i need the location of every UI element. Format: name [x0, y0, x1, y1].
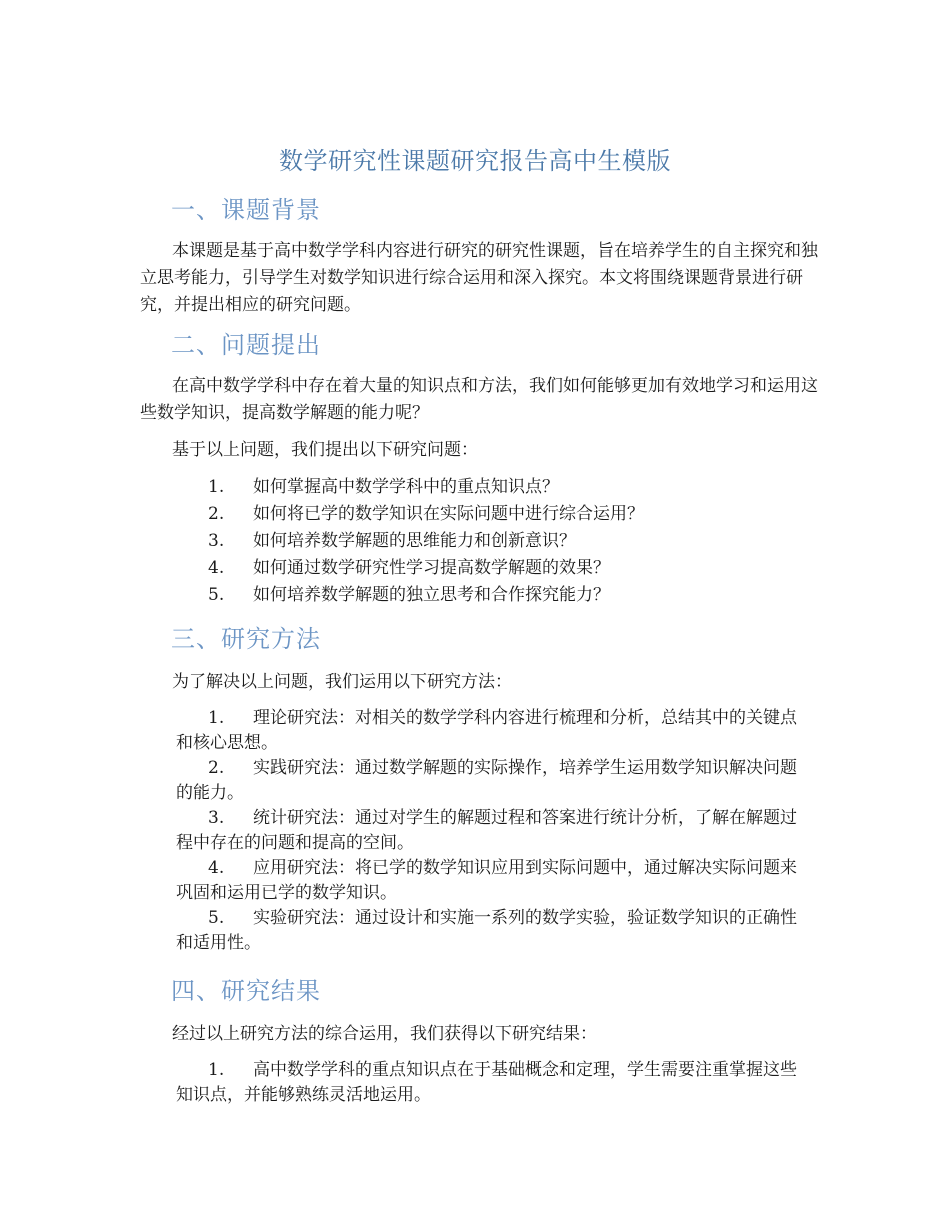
list-item-number: 1. — [208, 708, 225, 728]
list-item — [176, 756, 812, 806]
list-item-text: 统计研究法：通过对学生的解题过程和答案进行统计分析，了解在解题过程中存在的问题和提高的空间。 — [176, 808, 797, 853]
list-item — [0, 582, 950, 609]
question-paragraph: 在高中数学学科中存在着大量的知识点和方法，我们如何能够更加有效地学习和运用这些数学知识，提高数学解题的能力呢？ — [140, 376, 818, 423]
list-item — [0, 474, 950, 501]
list-item-number: 3. — [208, 531, 225, 551]
list-item — [0, 555, 950, 582]
list-item-text: 如何掌握高中数学学科中的重点知识点？ — [253, 477, 559, 497]
list-item — [176, 856, 812, 906]
methods-lead: 为了解决以上问题，我们运用以下研究方法： — [172, 672, 512, 692]
list-item-text: 如何培养数学解题的思维能力和创新意识？ — [253, 531, 576, 551]
section-heading-question: 二、问题提出 — [171, 331, 321, 359]
list-item-number: 4. — [208, 858, 225, 878]
list-item-number: 3. — [208, 808, 225, 828]
results-lead: 经过以上研究方法的综合运用，我们获得以下研究结果： — [172, 1024, 597, 1044]
list-item-number: 1. — [208, 477, 225, 497]
list-item-number: 5. — [208, 908, 225, 928]
list-item — [0, 528, 950, 555]
list-item-number: 4. — [208, 558, 225, 578]
question-lead: 基于以上问题，我们提出以下研究问题： — [172, 440, 478, 460]
list-item-number: 2. — [208, 758, 225, 778]
list-item — [0, 501, 950, 528]
list-item-number: 5. — [208, 585, 225, 605]
list-item — [176, 1058, 812, 1108]
section-heading-background: 一、课题背景 — [171, 196, 321, 224]
list-item-number: 1. — [208, 1060, 225, 1080]
list-item — [176, 906, 812, 956]
list-item-number: 2. — [208, 504, 225, 524]
list-item-text: 如何培养数学解题的独立思考和合作探究能力？ — [253, 585, 610, 605]
list-item-text: 实践研究法：通过数学解题的实际操作，培养学生运用数学知识解决问题的能力。 — [176, 758, 797, 803]
list-item-text: 应用研究法：将已学的数学知识应用到实际问题中，通过解决实际问题来巩固和运用已学的数学知识。 — [176, 858, 797, 903]
background-paragraph: 本课题是基于高中数学学科内容进行研究的研究性课题，旨在培养学生的自主探究和独立思考能力，引导学生对数学知识进行综合运用和深入探究。本文将围绕课题背景进行研究，并提出相应的研究问题。 — [140, 241, 818, 315]
section-heading-results: 四、研究结果 — [171, 977, 321, 1005]
research-result-list — [176, 1058, 812, 1108]
list-item-text: 如何将已学的数学知识在实际问题中进行综合运用？ — [253, 504, 644, 524]
list-item — [176, 806, 812, 856]
list-item-text: 实验研究法：通过设计和实施一系列的数学实验，验证数学知识的正确性和适用性。 — [176, 908, 797, 953]
list-item-text: 理论研究法：对相关的数学学科内容进行梳理和分析，总结其中的关键点和核心思想。 — [176, 708, 797, 753]
research-method-list — [176, 706, 812, 956]
list-item-text: 如何通过数学研究性学习提高数学解题的效果？ — [253, 558, 610, 578]
list-item — [176, 706, 812, 756]
list-item-text: 高中数学学科的重点知识点在于基础概念和定理，学生需要注重掌握这些知识点，并能够熟练灵活地运用。 — [176, 1060, 797, 1105]
document-title: 数学研究性课题研究报告高中生模版 — [279, 147, 671, 175]
research-question-list — [0, 474, 950, 609]
section-heading-methods: 三、研究方法 — [171, 625, 321, 653]
